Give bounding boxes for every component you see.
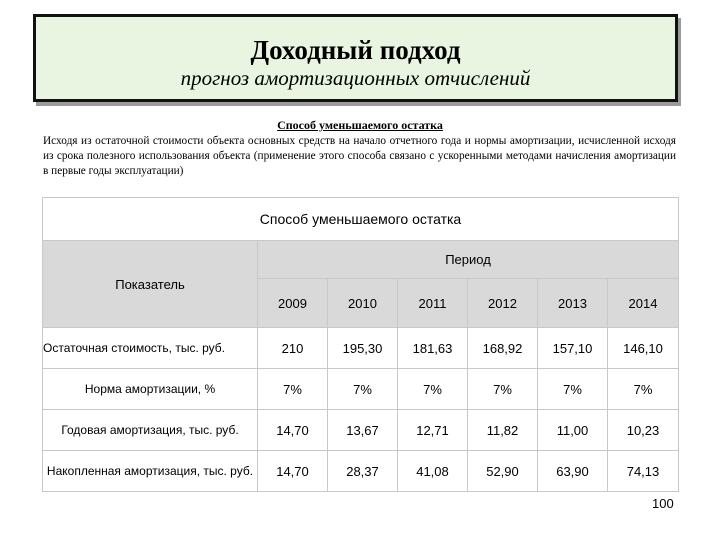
table-cell: 7%	[608, 369, 679, 410]
header-box	[33, 14, 678, 102]
row-label: Остаточная стоимость, тыс. руб.	[43, 328, 258, 369]
table-cell: 210	[258, 328, 328, 369]
row-label: Накопленная амортизация, тыс. руб.	[43, 451, 258, 492]
depreciation-table	[42, 197, 679, 492]
table-header-row	[43, 241, 679, 279]
table-row	[43, 328, 679, 369]
table-cell: 52,90	[468, 451, 538, 492]
table-cell: 7%	[258, 369, 328, 410]
table-cell: 168,92	[468, 328, 538, 369]
table-cell: 14,70	[258, 410, 328, 451]
table-cell: 157,10	[538, 328, 608, 369]
table-row	[43, 410, 679, 451]
table-cell: 11,82	[468, 410, 538, 451]
year-header: 2013	[538, 279, 608, 328]
row-label: Норма амортизации, %	[43, 369, 258, 410]
table-cell: 41,08	[398, 451, 468, 492]
table-caption: Способ уменьшаемого остатка	[43, 198, 679, 241]
page-title: Доходный подход	[250, 35, 461, 65]
page-subtitle: прогноз амортизационных отчислений	[180, 66, 531, 90]
year-header: 2009	[258, 279, 328, 328]
table-cell: 7%	[468, 369, 538, 410]
year-header: 2014	[608, 279, 679, 328]
table-cell: 10,23	[608, 410, 679, 451]
table-row	[43, 369, 679, 410]
table-cell: 14,70	[258, 451, 328, 492]
method-description: Исходя из остаточной стоимости объекта основных средств на начало отчетного года и нормы амортизации, исчисленной исходя из срока полезного использования объекта (применение этого способа связано с ускоренными методами начисления амортизации в первые годы эксплуатации)	[43, 135, 676, 177]
year-header: 2012	[468, 279, 538, 328]
table-cell: 195,30	[328, 328, 398, 369]
indicator-header: Показатель	[43, 241, 258, 328]
method-title: Способ уменьшаемого остатка	[277, 118, 443, 132]
row-label: Годовая амортизация, тыс. руб.	[43, 410, 258, 451]
table-cell: 7%	[398, 369, 468, 410]
table-cell: 12,71	[398, 410, 468, 451]
table-cell: 7%	[538, 369, 608, 410]
table-cell: 181,63	[398, 328, 468, 369]
year-header: 2010	[328, 279, 398, 328]
table-cell: 11,00	[538, 410, 608, 451]
table-cell: 13,67	[328, 410, 398, 451]
page-number: 100	[652, 496, 674, 511]
table-cell: 63,90	[538, 451, 608, 492]
table-row	[43, 451, 679, 492]
table-caption-row	[43, 198, 679, 241]
table-cell: 7%	[328, 369, 398, 410]
table-cell: 28,37	[328, 451, 398, 492]
table-cell: 146,10	[608, 328, 679, 369]
year-header: 2011	[398, 279, 468, 328]
period-header: Период	[258, 241, 679, 279]
table-cell: 74,13	[608, 451, 679, 492]
